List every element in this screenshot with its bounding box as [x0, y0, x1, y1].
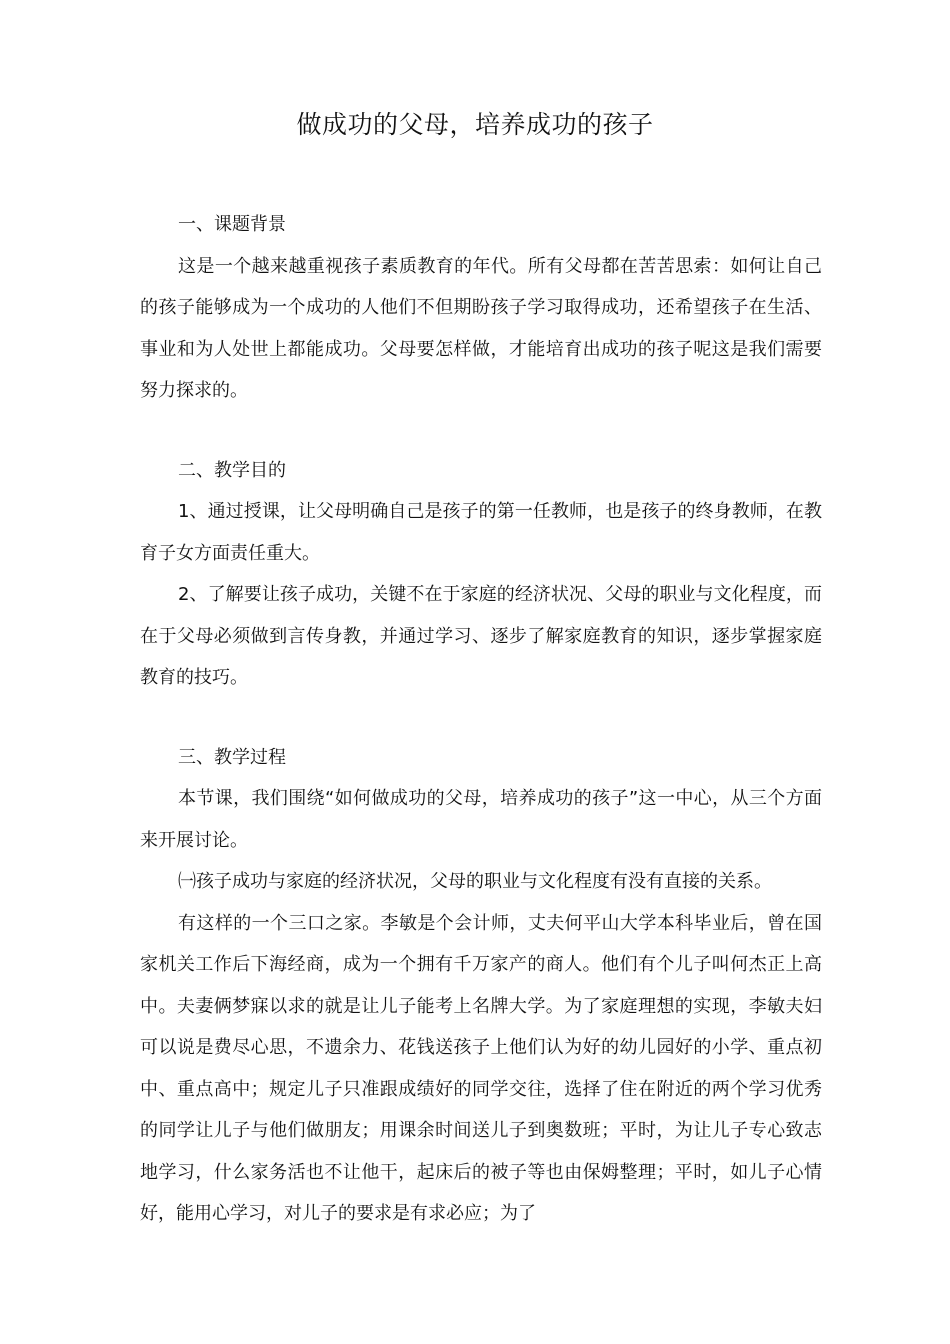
section-gap: [140, 412, 822, 450]
document-body: [140, 204, 822, 1235]
section-heading: 二、教学目的: [178, 459, 286, 481]
paragraph: ㈠孩子成功与家庭的经济状况，父母的职业与文化程度有没有直接的关系。: [178, 871, 772, 892]
section-heading: 三、教学过程: [178, 746, 286, 768]
paragraph: 本节课，我们围绕“如何做成功的父母，培养成功的孩子”这一中心，从三个方面来开展讨论。: [140, 788, 822, 851]
document-title: 做成功的父母，培养成功的孩子: [296, 110, 654, 139]
paragraph: 1、通过授课，让父母明确自己是孩子的第一任教师，也是孩子的终身教师，在教育子女方面责任重大。: [140, 501, 822, 564]
section-process: [140, 737, 822, 1235]
section-objectives: [140, 450, 822, 699]
paragraph: 这是一个越来越重视孩子素质教育的年代。所有父母都在苦苦思索：如何让自己的孩子能够成为一个成功的人他们不但期盼孩子学习取得成功，还希望孩子在生活、事业和为人处世上都能成功。父母要怎样做，才能培育出成功的孩子呢这是我们需要努力探求的。: [140, 255, 822, 401]
section-heading: 一、课题背景: [178, 214, 286, 235]
paragraph: 2、了解要让孩子成功，关键不在于家庭的经济状况、父母的职业与文化程度，而在于父母必须做到言传身教，并通过学习、逐步了解家庭教育的知识，逐步掌握家庭教育的技巧。: [140, 584, 822, 688]
section-gap: [140, 699, 822, 737]
section-background: [140, 204, 822, 412]
paragraph: 有这样的一个三口之家。李敏是个会计师，丈夫何平山大学本科毕业后，曾在国家机关工作后下海经商，成为一个拥有千万家产的商人。他们有个儿子叫何杰正上高中。夫妻俩梦寐以求的就是让儿子能考上名牌大学。为了家庭理想的实现，李敏夫妇可以说是费尽心思，不遗余力、花钱送孩子上他们认为好的幼儿园好的小学、重点初中、重点高中；规定儿子只准跟成绩好的同学交往，选择了住在附近的两个学习优秀的同学让儿子与他们做朋友；用课余时间送儿子到奥数班；平时，为让儿子专心致志地学习，什么家务活也不让他干，起床后的被子等也由保姆整理；平时，如儿子心情好，能用心学习，对儿子的要求是有求必应；为了: [140, 912, 822, 1224]
